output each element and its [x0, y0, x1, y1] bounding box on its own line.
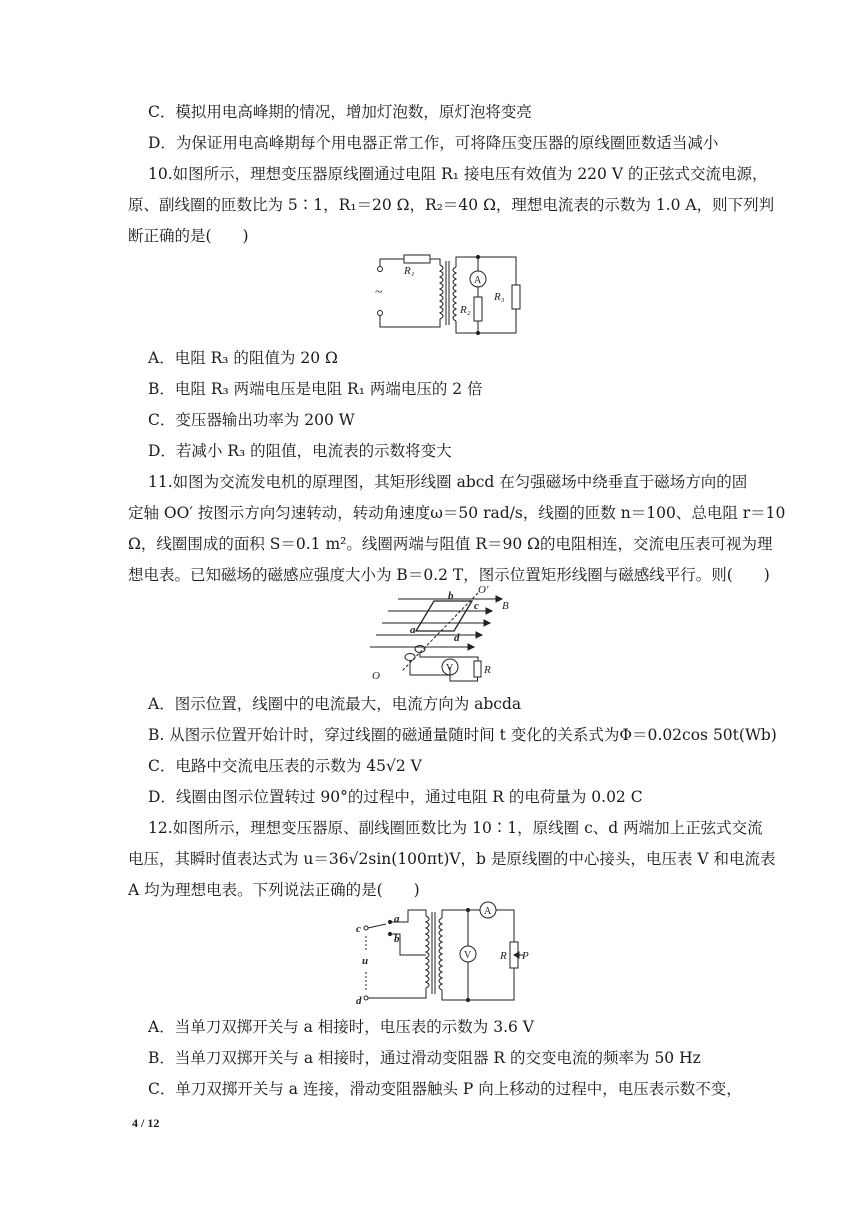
- q10-stem-3: 断正确的是( ): [128, 227, 249, 245]
- q10-stem-1: 10.如图所示，理想变压器原线圈通过电阻 R₁ 接电压有效值为 220 V 的正弦式交流电源，: [148, 165, 768, 183]
- q10-option-a: A．电阻 R₃ 的阻值为 20 Ω: [148, 349, 338, 367]
- q11-stem-3: Ω，线圈围成的面积 S＝0.1 m²。线圈两端与阻值 R＝90 Ω的电阻相连，交流电压表可视为理: [128, 535, 773, 553]
- q12-stem-3: A 均为理想电表。下列说法正确的是( ): [128, 881, 420, 899]
- slider-p: [514, 952, 519, 958]
- ammeter-label: A: [484, 906, 492, 917]
- resistor-r2: [474, 297, 482, 321]
- voltmeter-label: V: [464, 950, 472, 961]
- terminal-d: [364, 996, 368, 1000]
- corner-d-label: d: [454, 632, 460, 644]
- q11-stem-4: 想电表。已知磁场的磁感应强度大小为 B＝0.2 T，图示位置矩形线圈与磁感线平行。则( ): [128, 566, 770, 584]
- q11-stem-2: 定轴 OO′ 按图示方向匀速转动，转动角速度ω＝50 rad/s，线圈的匝数 n＝100、总电阻 r＝10: [128, 504, 786, 522]
- r2-label: R₂: [460, 304, 471, 316]
- q12-option-b: B．当单刀双掷开关与 a 相接时，通过滑动变阻器 R 的交变电流的频率为 50 Hz: [148, 1049, 701, 1067]
- primary-coil: [426, 916, 429, 988]
- r1-label: R₁: [404, 265, 415, 277]
- q12-transformer-diagram: [348, 900, 528, 1010]
- q9-option-d: D．为保证用电高峰期每个用电器正常工作，可将降压变压器的原线圈匝数适当减小: [148, 134, 719, 152]
- label-b: b: [394, 933, 400, 945]
- terminal-bottom: [378, 311, 383, 316]
- terminal-top: [378, 267, 383, 272]
- primary-coil: [440, 265, 443, 319]
- slip-ring-1: [405, 654, 415, 661]
- resistor-r1: [404, 255, 430, 263]
- secondary-coil: [439, 918, 442, 990]
- corner-a-label: a: [410, 624, 416, 636]
- q10-circuit-diagram: [368, 247, 528, 337]
- q10-option-d: D．若减小 R₃ 的阻值，电流表的示数将变大: [148, 442, 452, 460]
- label-c: c: [356, 923, 361, 935]
- q12-stem-1: 12.如图所示，理想变压器原、副线圈匝数比为 10∶1，原线圈 c、d 两端加上正弦式交流: [148, 819, 763, 837]
- label-a: a: [394, 913, 400, 925]
- q12-stem-2: 电压，其瞬时值表达式为 u＝36√2sin(100πt)V，b 是原线圈的中心接头，电压表 V 和电流表: [128, 850, 776, 868]
- q11-option-d: D．线圈由图示位置转过 90°的过程中，通过电阻 R 的电荷量为 0.02 C: [148, 788, 643, 806]
- corner-c-label: c: [474, 600, 479, 612]
- q10-stem-2: 原、副线圈的匝数比为 5∶1，R₁＝20 Ω，R₂＝40 Ω，理想电流表的示数为 1.0 A，则下列判: [128, 196, 775, 214]
- q11-option-a: A．图示位置，线圈中的电流最大，电流方向为 abcda: [148, 695, 522, 713]
- terminal-c: [364, 926, 368, 930]
- q12-option-c: C．单刀双掷开关与 a 连接，滑动变阻器触头 P 向上移动的过程中，电压表示数不变，: [148, 1080, 742, 1098]
- voltmeter-label: V: [446, 663, 454, 674]
- rectangular-coil: [416, 601, 472, 631]
- resistor-label: R: [500, 950, 507, 962]
- q11-generator-diagram: [368, 585, 528, 685]
- resistor: [474, 661, 481, 677]
- q10-option-b: B．电阻 R₃ 两端电压是电阻 R₁ 两端电压的 2 倍: [148, 380, 483, 398]
- axis-top-label: O′: [478, 584, 489, 596]
- secondary-coil: [453, 267, 456, 321]
- q11-option-c: C．电路中交流电压表的示数为 45√2 V: [148, 757, 422, 775]
- switch-blade: [368, 924, 386, 928]
- r3-label: R₃: [494, 291, 505, 303]
- label-d: d: [356, 995, 362, 1007]
- axis-bottom-label: O: [372, 670, 380, 682]
- slider-label: P: [522, 950, 529, 962]
- q11-option-b: B. 从图示位置开始计时，穿过线圈的磁通量随时间 t 变化的关系式为Φ＝0.02cos 50t(Wb): [148, 726, 777, 744]
- q11-stem-1: 11.如图为交流发电机的原理图，其矩形线圈 abcd 在匀强磁场中绕垂直于磁场方向的固: [148, 473, 748, 491]
- resistor-label: R: [484, 664, 491, 676]
- corner-b-label: b: [448, 590, 454, 602]
- field-label: B: [502, 600, 509, 612]
- resistor-r3: [512, 285, 520, 309]
- q9-option-c: C．模拟用电高峰期的情况，增加灯泡数，原灯泡将变亮: [148, 103, 532, 121]
- label-u: u: [362, 955, 369, 967]
- page-number: 4 / 12: [132, 1116, 160, 1130]
- source-symbol: ~: [375, 285, 383, 300]
- ammeter-label: A: [474, 275, 482, 286]
- q12-option-a: A．当单刀双掷开关与 a 相接时，电压表的示数为 3.6 V: [148, 1018, 534, 1036]
- q10-option-c: C．变压器输出功率为 200 W: [148, 411, 355, 429]
